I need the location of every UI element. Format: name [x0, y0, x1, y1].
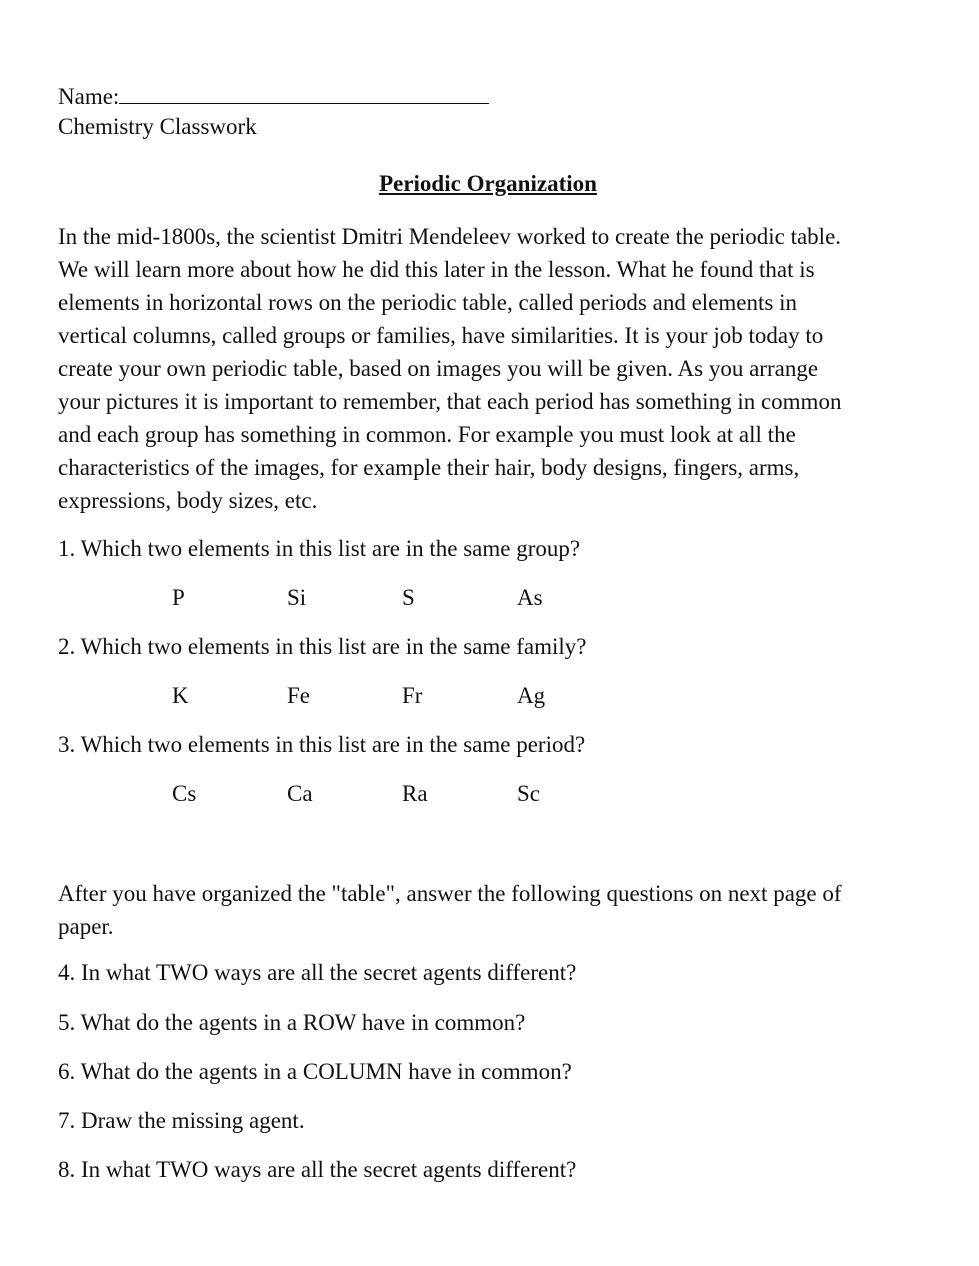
element-symbol: As	[517, 585, 543, 610]
element-symbol: Si	[287, 585, 307, 610]
intro-line: We will learn more about how he did this later in the lesson. What he found that is	[58, 257, 815, 282]
intro-line: and each group has something in common. For example you must look at all the	[58, 422, 796, 447]
name-label: Name:	[58, 84, 120, 109]
element-list-1	[58, 585, 758, 615]
intro-line: elements in horizontal rows on the periodic table, called periods and elements in	[58, 290, 797, 315]
question-1: 1. Which two elements in this list are in the same group?	[58, 536, 581, 561]
element-list-2	[58, 683, 758, 713]
question-5: 5. What do the agents in a ROW have in common?	[58, 1010, 526, 1035]
element-symbol: Ra	[402, 781, 428, 806]
instructions-line: After you have organized the "table", answer the following questions on next page of	[58, 881, 842, 906]
question-2: 2. Which two elements in this list are in the same family?	[58, 634, 587, 659]
element-symbol: K	[172, 683, 189, 708]
intro-line: create your own periodic table, based on images you will be given. As you arrange	[58, 356, 819, 381]
intro-line: expressions, body sizes, etc.	[58, 488, 318, 513]
intro-line: vertical columns, called groups or families, have similarities. It is your job today to	[58, 323, 824, 348]
question-4: 4. In what TWO ways are all the secret agents different?	[58, 960, 577, 985]
element-symbol: P	[172, 585, 185, 610]
element-symbol: Sc	[517, 781, 540, 806]
element-symbol: S	[402, 585, 415, 610]
element-symbol: Fe	[287, 683, 310, 708]
question-6: 6. What do the agents in a COLUMN have in common?	[58, 1059, 572, 1084]
intro-line: your pictures it is important to remember, that each period has something in common	[58, 389, 842, 414]
element-symbol: Ca	[287, 781, 313, 806]
instructions-paragraph	[58, 877, 928, 943]
intro-line: characteristics of the images, for example their hair, body designs, fingers, arms,	[58, 455, 800, 480]
element-list-3	[58, 781, 758, 811]
element-symbol: Fr	[402, 683, 423, 708]
intro-line: In the mid-1800s, the scientist Dmitri Mendeleev worked to create the periodic table.	[58, 224, 842, 249]
question-7: 7. Draw the missing agent.	[58, 1108, 305, 1133]
intro-paragraph	[58, 220, 928, 517]
question-8: 8. In what TWO ways are all the secret agents different?	[58, 1157, 577, 1182]
instructions-line: paper.	[58, 914, 114, 939]
page-title: Periodic Organization	[379, 171, 597, 196]
subtitle: Chemistry Classwork	[58, 114, 257, 139]
name-blank-line	[119, 85, 489, 104]
element-symbol: Cs	[172, 781, 197, 806]
question-3: 3. Which two elements in this list are in the same period?	[58, 732, 586, 757]
name-field	[58, 84, 489, 110]
element-symbol: Ag	[517, 683, 546, 708]
